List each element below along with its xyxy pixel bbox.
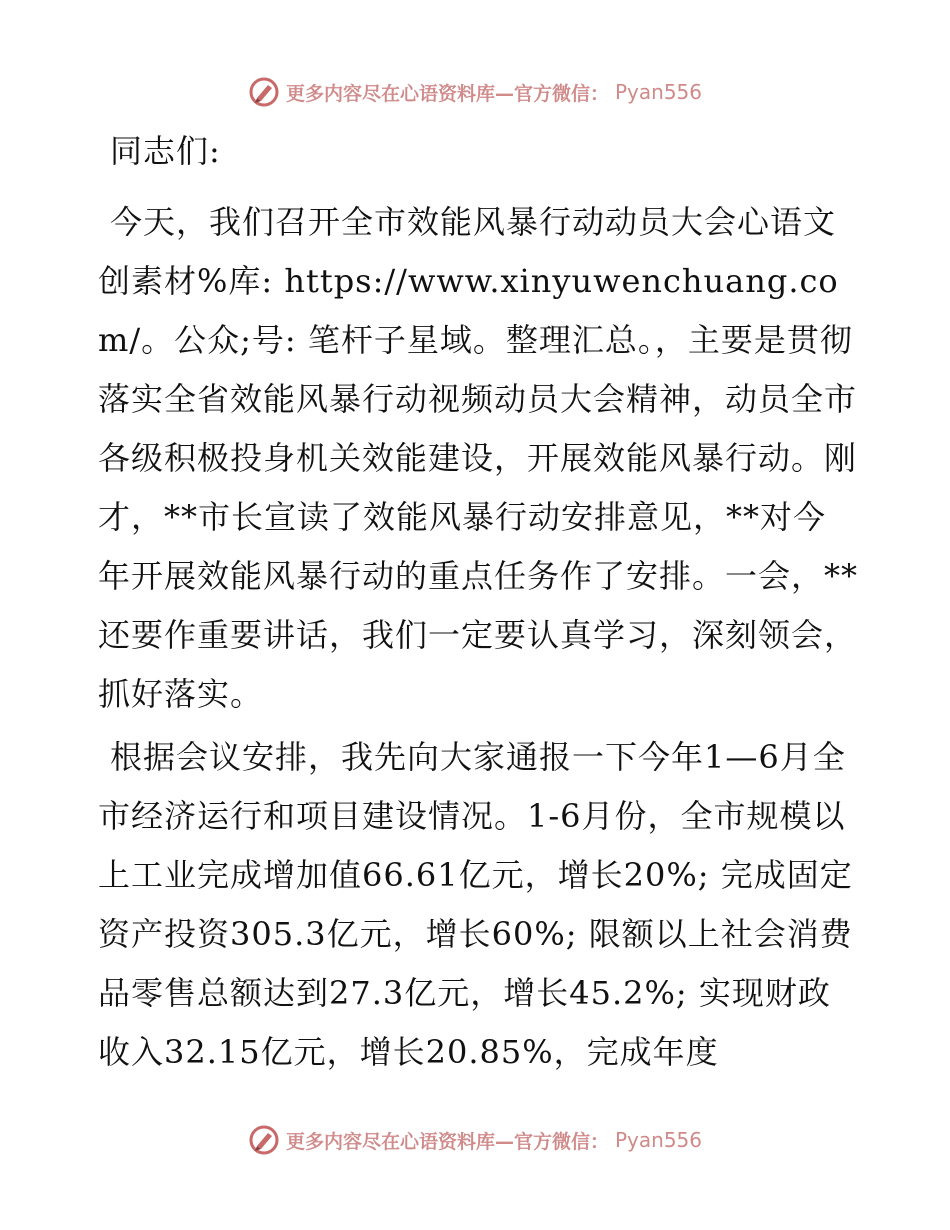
paragraph: 根据会议安排，我先向大家通报一下今年1—6月全市经济运行和项目建设情况。1-6月份，全市规模以上工业完成增加值66.61亿元，增长20%; 完成固定资产投资305.3亿元，增长60%; 限额以上社会消费品零售总额达到27.3亿元，增长45.2%; 实现财政收入32.15亿元，增长20.85%，完成年度: [98, 738, 853, 1071]
pen-logo-icon: [248, 76, 280, 108]
paragraph: 今天，我们召开全市效能风暴行动动员大会心语文创素材%库: https://www.xinyuwenchuang.com/。公众;号: 笔杆子星域。整理汇总。，主要是贯彻落实全省效能风暴行动视频动员大会精神，动员全市各级积极投身机关效能建设，开展效能风暴行动。刚才，**市长宣读了效能风暴行动安排意见，**对今年开展效能风暴行动的重点任务作了安排。一会，**还要作重要讲话，我们一定要认真学习，深刻领会，抓好落实。: [98, 203, 859, 713]
pen-logo-icon: [248, 1124, 280, 1156]
document-body: [98, 122, 858, 1082]
banner-wechat-id: Pyan556: [615, 1128, 703, 1152]
banner-text: 更多内容尽在心语资料库—官方微信：: [285, 82, 609, 105]
salutation: 同志们:: [110, 132, 221, 170]
header-banner: [0, 72, 950, 112]
banner-text: 更多内容尽在心语资料库—官方微信：: [285, 1130, 609, 1153]
banner-wechat-id: Pyan556: [615, 80, 703, 104]
footer-banner: [0, 1120, 950, 1160]
